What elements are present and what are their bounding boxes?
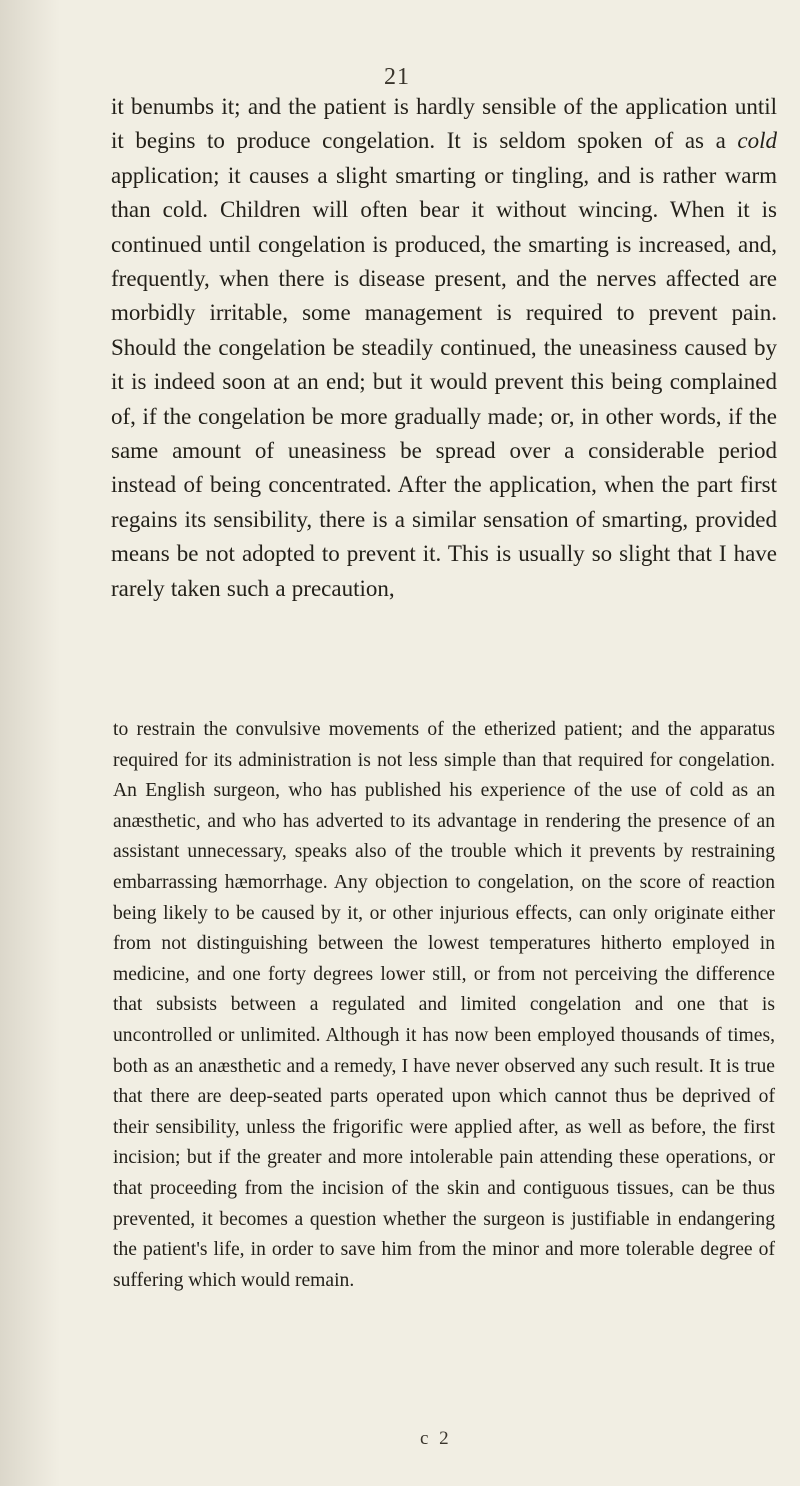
page-number: 21 xyxy=(384,64,410,90)
page-edge-shadow xyxy=(0,0,60,1486)
italic-word-cold: cold xyxy=(737,128,777,154)
paragraph-1-text-start: it benumbs it; and the patient is hardly sensible of the application until it begins to produce congelation. It is seldom spoken of as a xyxy=(111,94,777,154)
paragraph-large-print xyxy=(111,90,777,606)
paragraph-small-print: to restrain the convulsive movements of the etherized patient; and the apparatus required for its administration is not less simple than that required for congelation. An English surgeon, who has published his experience of the use of cold as an anæsthetic, and who has adverted to its advantage in rendering the presence of an assistant unnecessary, speaks also of the trouble which it prevents by restraining embarrassing hæmorrhage. Any objection to congelation, on the score of reaction being likely to be caused by it, or other injurious effects, can only originate either from not distinguishing between the lowest temperatures hitherto employed in medicine, and one forty degrees lower still, or from not perceiving the difference that subsists between a regulated and limited congelation and one that is uncontrolled or unlimited. Although it has now been employed thousands of times, both as an anæsthetic and a remedy, I have never observed any such result. It is true that there are deep-seated parts operated upon which cannot thus be deprived of their sensibility, unless the frigorific were applied after, as well as before, the first incision; but if the greater and more intolerable pain attending these operations, or that proceeding from the incision of the skin and contiguous tissues, can be thus prevented, it becomes a question whether the surgeon is justifiable in endangering the patient's life, in order to save him from the minor and more tolerable degree of suffering which would remain. xyxy=(113,719,775,1291)
paragraph-1-text-end: application; it causes a slight smarting or tingling, and is rather warm than cold. Children will often bear it without wincing. When it is continued until congelation is produced, the smarting is increased, and, frequently, when there is disease present, and the nerves affected are morbidly irritable, some management is required to prevent pain. Should the congelation be steadily continued, the uneasiness caused by it is indeed soon at an end; but it would prevent this being complained of, if the congelation be more gradually made; or, in other words, if the same amount of uneasiness be spread over a considerable period instead of being concentrated. After the application, when the part first regains its sensibility, there is a similar sensation of smarting, provided means be not adopted to prevent it. This is usually so slight that I have rarely taken such a precaution, xyxy=(111,162,777,601)
signature-mark: c 2 xyxy=(420,1428,452,1449)
